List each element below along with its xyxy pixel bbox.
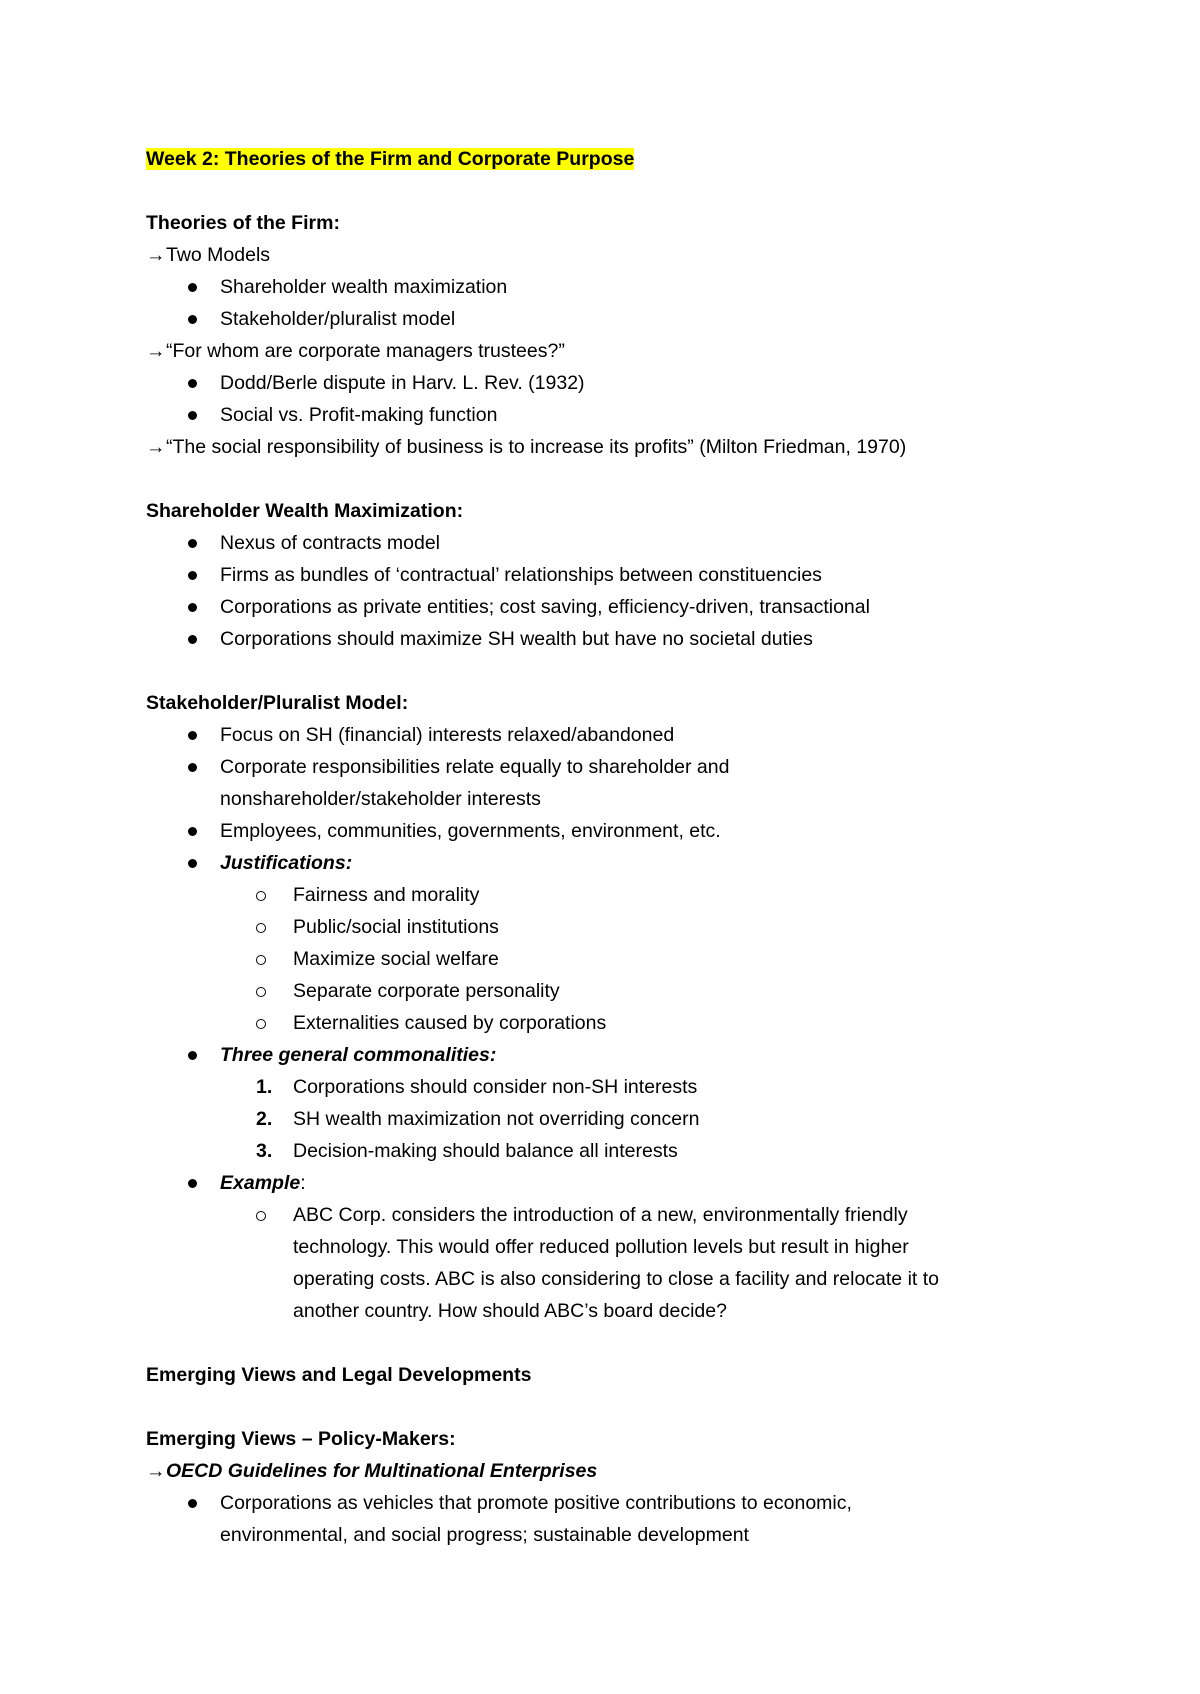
bullet-icon	[188, 827, 197, 836]
title-highlight: Week 2: Theories of the Firm and Corporate Purpose	[146, 148, 635, 170]
shareholder-heading: Shareholder Wealth Maximization:	[146, 500, 464, 522]
bullet-item: Corporations as vehicles that promote positive contributions to economic,	[146, 1487, 1046, 1519]
arrow-item: →Two Models	[146, 239, 1046, 271]
list-number: 1.	[256, 1076, 273, 1098]
arrow-icon: →	[146, 436, 166, 458]
numbered-item: 1. Corporations should consider non-SH interests	[146, 1071, 1046, 1103]
bullet-icon	[188, 635, 197, 644]
list-number: 3.	[256, 1140, 273, 1162]
arrow-item	[146, 1455, 1046, 1487]
bullet-icon	[188, 1499, 197, 1508]
bullet-icon	[188, 1051, 197, 1060]
bullet-icon	[188, 283, 197, 292]
bullet-icon	[188, 411, 197, 420]
bullet-item: Social vs. Profit-making function	[146, 399, 1046, 431]
hollow-bullet-icon	[256, 1211, 266, 1221]
sub-bullet-item: Public/social institutions	[146, 911, 1046, 943]
hollow-bullet-icon	[256, 1019, 266, 1029]
bullet-icon	[188, 603, 197, 612]
theories-heading: Theories of the Firm:	[146, 212, 340, 234]
bullet-item: Corporate responsibilities relate equally to shareholder and	[146, 751, 1046, 783]
sub-bullet-item: Fairness and morality	[146, 879, 1046, 911]
policy-heading: Emerging Views – Policy-Makers:	[146, 1428, 456, 1450]
bullet-item	[146, 847, 1046, 879]
bullet-icon	[188, 731, 197, 740]
bullet-icon	[188, 315, 197, 324]
justifications-label: Justifications:	[220, 852, 353, 874]
hollow-bullet-icon	[256, 891, 266, 901]
bullet-item: Shareholder wealth maximization	[146, 271, 1046, 303]
bullet-icon	[188, 571, 197, 580]
commonalities-label: Three general commonalities:	[220, 1044, 497, 1066]
hollow-bullet-icon	[256, 955, 266, 965]
hollow-bullet-icon	[256, 923, 266, 933]
bullet-icon	[188, 379, 197, 388]
arrow-icon: →	[146, 244, 166, 266]
bullet-item: Employees, communities, governments, environment, etc.	[146, 815, 1046, 847]
bullet-item: Corporations as private entities; cost saving, efficiency-driven, transactional	[146, 591, 1046, 623]
oecd-title: OECD Guidelines for Multinational Enterprises	[166, 1460, 598, 1482]
bullet-item: Stakeholder/pluralist model	[146, 303, 1046, 335]
numbered-item: 3. Decision-making should balance all interests	[146, 1135, 1046, 1167]
sub-bullet-item: Externalities caused by corporations	[146, 1007, 1046, 1039]
sub-bullet-item: Separate corporate personality	[146, 975, 1046, 1007]
bullet-continuation: environmental, and social progress; sustainable development	[220, 1524, 749, 1546]
arrow-item: →“The social responsibility of business is to increase its profits” (Milton Friedman, 1970)	[146, 431, 1046, 463]
example-label: Example	[220, 1172, 301, 1194]
hollow-bullet-icon	[256, 987, 266, 997]
numbered-item: 2. SH wealth maximization not overriding concern	[146, 1103, 1046, 1135]
bullet-item: Dodd/Berle dispute in Harv. L. Rev. (1932)	[146, 367, 1046, 399]
bullet-item: Firms as bundles of ‘contractual’ relationships between constituencies	[146, 559, 1046, 591]
sub-bullet-item: ABC Corp. considers the introduction of a new, environmentally friendly	[146, 1199, 1046, 1231]
arrow-icon: →	[146, 340, 166, 362]
bullet-icon	[188, 859, 197, 868]
list-number: 2.	[256, 1108, 273, 1130]
bullet-icon	[188, 763, 197, 772]
bullet-item: Corporations should maximize SH wealth but have no societal duties	[146, 623, 1046, 655]
bullet-icon	[188, 539, 197, 548]
arrow-icon: →	[146, 1460, 166, 1482]
emerging-heading: Emerging Views and Legal Developments	[146, 1364, 532, 1386]
stakeholder-heading: Stakeholder/Pluralist Model:	[146, 692, 409, 714]
bullet-item	[146, 1039, 1046, 1071]
sub-bullet-continuation: technology. This would offer reduced pollution levels but result in higher	[293, 1236, 909, 1258]
bullet-item: Example:	[146, 1167, 1046, 1199]
bullet-item: Focus on SH (financial) interests relaxed/abandoned	[146, 719, 1046, 751]
sub-bullet-item: Maximize social welfare	[146, 943, 1046, 975]
sub-bullet-continuation: operating costs. ABC is also considering to close a facility and relocate it to	[293, 1268, 940, 1290]
page-title	[146, 143, 1046, 175]
bullet-continuation: nonshareholder/stakeholder interests	[220, 788, 541, 810]
arrow-item: →“For whom are corporate managers trustees?”	[146, 335, 1046, 367]
document-body	[146, 143, 1046, 1551]
bullet-item: Nexus of contracts model	[146, 527, 1046, 559]
bullet-icon	[188, 1179, 197, 1188]
sub-bullet-continuation: another country. How should ABC’s board decide?	[293, 1300, 727, 1322]
